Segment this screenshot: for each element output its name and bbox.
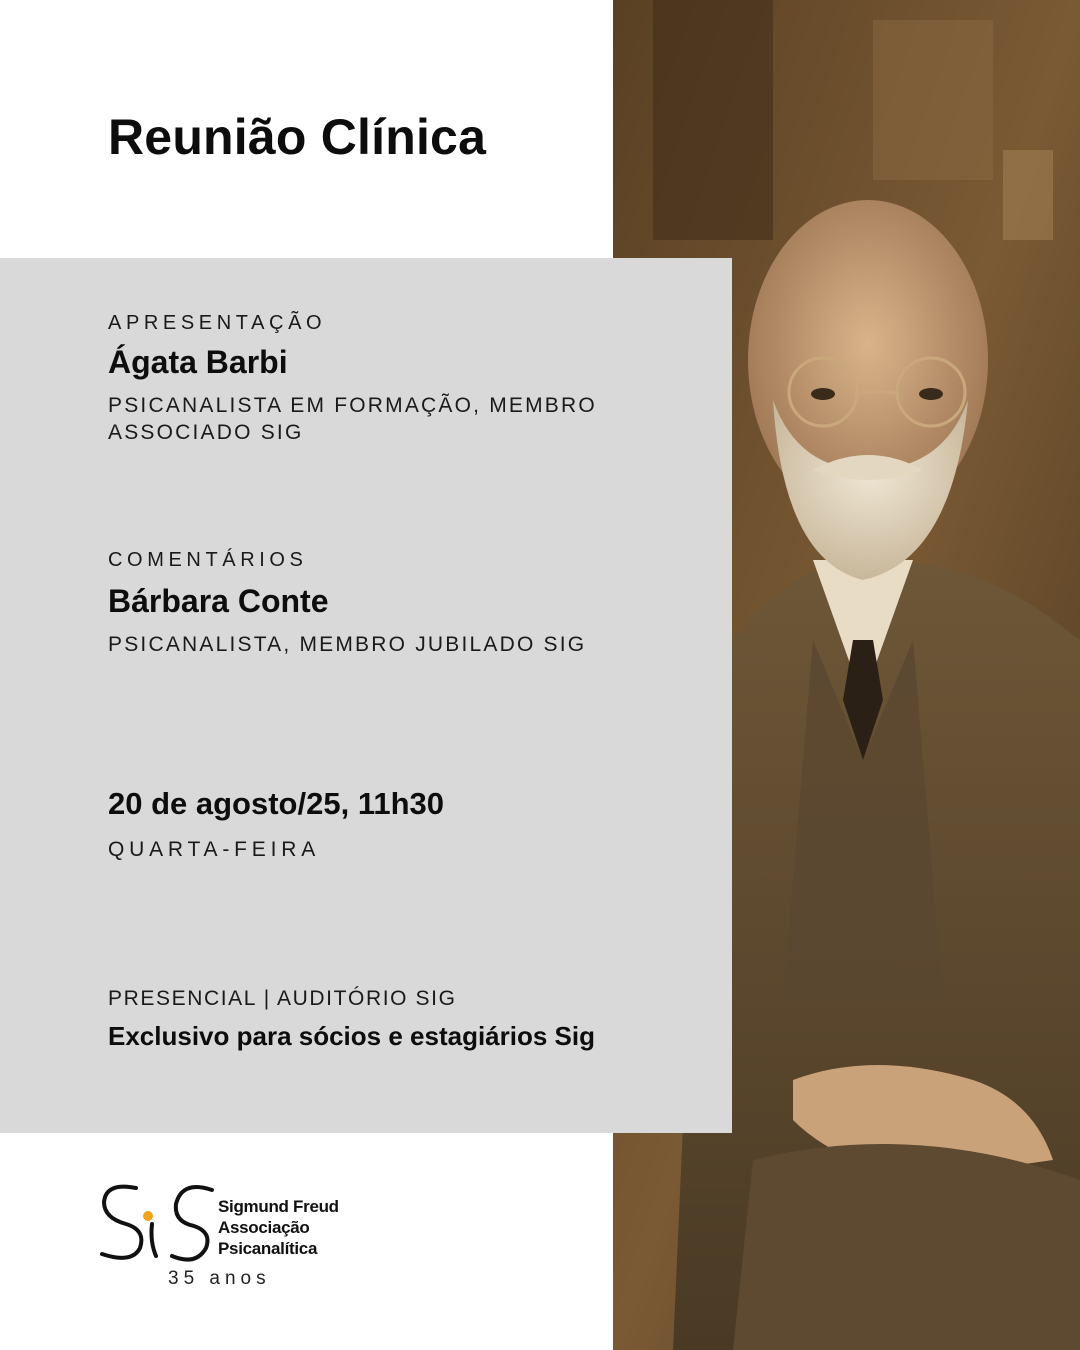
event-mode: PRESENCIAL | AUDITÓRIO SIG [108, 987, 457, 1010]
accent-dot [143, 1211, 153, 1221]
logo-years: 35 anos [168, 1268, 271, 1289]
event-weekday: QUARTA-FEIRA [108, 838, 321, 861]
presenter-role: PSICANALISTA EM FORMAÇÃO, MEMBRO ASSOCIADO SIG [108, 394, 597, 444]
event-audience: Exclusivo para sócios e estagiários Sig [108, 1021, 595, 1051]
logo-line-3: Psicanalítica [218, 1239, 318, 1258]
logo-text [218, 1196, 339, 1259]
comments-label: COMENTÁRIOS [108, 549, 308, 571]
logo-line-1: Sigmund Freud [218, 1197, 339, 1216]
sig-logo-mark-icon [96, 1178, 218, 1268]
page-title: Reunião Clínica [108, 109, 487, 165]
logo-line-2: Associação [218, 1218, 310, 1237]
info-panel [0, 258, 732, 1133]
commenter-name: Bárbara Conte [108, 583, 329, 619]
commenter-role: PSICANALISTA, MEMBRO JUBILADO SIG [108, 633, 587, 656]
sig-logo [96, 1178, 396, 1298]
presentation-label: APRESENTAÇÃO [108, 312, 327, 334]
presenter-name: Ágata Barbi [108, 344, 288, 380]
event-date: 20 de agosto/25, 11h30 [108, 786, 445, 821]
